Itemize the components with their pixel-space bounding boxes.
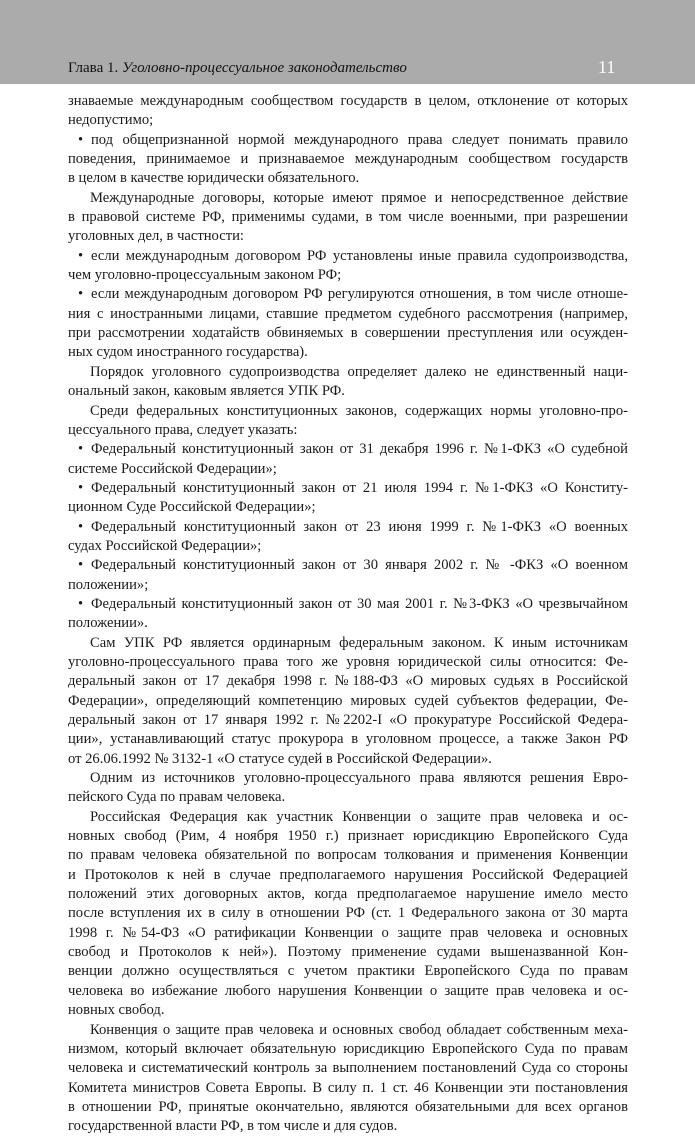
bullet-line bbox=[68, 285, 628, 304]
line-text: Федерации», определяющий компетенцию мировых судей субъектов федерации, Фе- bbox=[68, 692, 628, 709]
line-text: чем уголовно-процессуальным законом РФ; bbox=[68, 267, 342, 284]
line-text: Конвенция о защите прав человека и основных свобод обладает собственным меха- bbox=[90, 1021, 628, 1038]
text-line bbox=[68, 324, 628, 343]
bullet-icon: • bbox=[78, 479, 84, 496]
line-text: свобод и Протоколов к ней»). Поэтому применение судами вышеназванной Кон- bbox=[68, 944, 628, 961]
bullet-line bbox=[68, 440, 628, 459]
page-number: 11 bbox=[598, 57, 616, 77]
line-text: ния с иностранными лицами, ставшие предметом судебного рассмотрения (например, bbox=[68, 305, 628, 322]
line-text: уголовно-процессуального права того же уровня юридической силы относится: Фе- bbox=[68, 653, 628, 670]
paragraph-first-line bbox=[68, 402, 628, 421]
paragraph-last-line bbox=[68, 788, 628, 807]
text-line bbox=[68, 1040, 628, 1059]
line-text: от 26.06.1992 № 3132-1 «О статусе судей в Российской Федерации». bbox=[68, 750, 492, 767]
paragraph-last-line bbox=[68, 1117, 628, 1136]
line-text: положений этих договорных актов, когда предполагаемое нарушение имело место bbox=[68, 886, 628, 903]
line-text: недопустимо; bbox=[68, 112, 154, 129]
paragraph-last-line bbox=[68, 576, 628, 595]
paragraph-last-line bbox=[68, 343, 628, 362]
line-text: новных свобод (Рим, 4 ноября 1950 г.) признает юрисдикцию Европейского Суда bbox=[68, 828, 628, 845]
line-text: судах Российской Федерации»; bbox=[68, 537, 262, 554]
line-text: Одним из источников уголовно-процессуального права являются решения Евро- bbox=[90, 770, 628, 787]
bullet-line bbox=[68, 247, 628, 266]
line-text: уголовных дел, в частности: bbox=[68, 228, 244, 245]
line-text: Федеральный конституционный закон от 21 июля 1994 г. №1-ФКЗ «О Конститу- bbox=[91, 479, 628, 496]
text-line bbox=[68, 1098, 628, 1117]
line-text: по правам человека обязательной по вопросам толкования и применения Конвенции bbox=[68, 847, 628, 864]
paragraph-first-line bbox=[68, 363, 628, 382]
text-line bbox=[68, 827, 628, 846]
text-line bbox=[68, 692, 628, 711]
line-text: если международным договором РФ регулируются отношения, в том числе отноше- bbox=[91, 286, 628, 303]
paragraph-first-line bbox=[68, 634, 628, 653]
line-text: в целом в качестве юридически обязательного. bbox=[68, 170, 360, 187]
line-text: государственной власти РФ, в том числе и для судов. bbox=[68, 1118, 398, 1135]
chapter-subject: Уголовно-процессуальное законодательство bbox=[121, 60, 407, 76]
line-text: ции», устанавливающий статус прокурора в уголовном процессе, а также Закон РФ bbox=[68, 731, 628, 748]
paragraph-last-line bbox=[68, 537, 628, 556]
chapter-number: Глава 1. bbox=[68, 60, 122, 76]
line-text: Среди федеральных конституционных законов, содержащих нормы уголовно-про- bbox=[90, 402, 628, 419]
text-line bbox=[68, 943, 628, 962]
text-line bbox=[68, 962, 628, 981]
text-line bbox=[68, 150, 628, 169]
line-text: пейского Суда по правам человека. bbox=[68, 789, 286, 806]
text-line bbox=[68, 92, 628, 111]
paragraph-first-line bbox=[68, 189, 628, 208]
paragraph-first-line bbox=[68, 1021, 628, 1040]
line-text: Комитета министров Совета Европы. В силу п. 1 ст. 46 Конвенции эти постановления bbox=[68, 1079, 628, 1096]
line-text: ных судом иностранного государства). bbox=[68, 344, 308, 361]
running-header bbox=[0, 0, 695, 84]
line-text: ональный закон, каковым является УПК РФ. bbox=[68, 383, 345, 400]
text-line bbox=[68, 711, 628, 730]
line-text: деральный закон от 17 декабря 1998 г. №188-ФЗ «О мировых судьях в Российской bbox=[68, 673, 628, 690]
bullet-icon: • bbox=[78, 131, 84, 148]
line-text: Федеральный конституционный закон от 23 июня 1999 г. №1-ФКЗ «О военных bbox=[91, 518, 628, 535]
paragraph-first-line bbox=[68, 808, 628, 827]
line-text: человека во избежание любого нарушения Конвенции о защите прав человека и ос- bbox=[68, 982, 628, 999]
bullet-line bbox=[68, 518, 628, 537]
line-text: положении». bbox=[68, 615, 148, 632]
paragraph-last-line bbox=[68, 382, 628, 401]
line-text: Федеральный конституционный закон от 30 января 2002 г. № -ФКЗ «О военном bbox=[91, 557, 628, 574]
line-text: системе Российской Федерации»; bbox=[68, 460, 277, 477]
paragraph-first-line bbox=[68, 769, 628, 788]
bullet-icon: • bbox=[78, 441, 84, 458]
line-text: Федеральный конституционный закон от 31 декабря 1996 г. №1-ФКЗ «О судебной bbox=[91, 441, 628, 458]
bullet-line bbox=[68, 595, 628, 614]
line-text: человека и систематический контроль за выполнением постановлений Суда со стороны bbox=[68, 1060, 628, 1077]
paragraph-last-line bbox=[68, 111, 628, 130]
line-text: под общепризнанной нормой международного права следует понимать правило bbox=[91, 131, 628, 148]
bullet-icon: • bbox=[78, 518, 84, 535]
line-text: в отношении РФ, принятые окончательно, являются обязательными для всех органов bbox=[68, 1098, 628, 1115]
text-line bbox=[68, 982, 628, 1001]
paragraph-last-line bbox=[68, 750, 628, 769]
paragraph-last-line bbox=[68, 169, 628, 188]
text-line bbox=[68, 866, 628, 885]
text-line bbox=[68, 924, 628, 943]
line-text: низмом, который включает обязательную юрисдикцию Европейского Суда по правам bbox=[68, 1040, 628, 1057]
line-text: в правовой системе РФ, применимы судами, в том числе военными, при разрешении bbox=[68, 209, 628, 226]
line-text: Сам УПК РФ является ординарным федеральным законом. К иным источникам bbox=[90, 634, 628, 651]
line-text: 1998 г. №54-ФЗ «О ратификации Конвенции о защите прав человека и основных bbox=[68, 924, 628, 941]
text-line bbox=[68, 846, 628, 865]
line-text: при рассмотрении ходатайств обвиняемых в совершении преступления или осужден- bbox=[68, 325, 628, 342]
line-text: Порядок уголовного судопроизводства определяет далеко не единственный наци- bbox=[90, 363, 628, 380]
line-text: положении»; bbox=[68, 576, 149, 593]
paragraph-last-line bbox=[68, 227, 628, 246]
line-text: после вступления их в силу в отношении РФ (ст. 1 Федерального закона от 30 марта bbox=[68, 905, 628, 922]
text-line bbox=[68, 885, 628, 904]
bullet-line bbox=[68, 131, 628, 150]
bullet-icon: • bbox=[78, 247, 84, 264]
line-text: и Протоколов к ней в случае предполагаемого нарушения Российской Федерацией bbox=[68, 866, 628, 883]
line-text: ционном Суде Российской Федерации»; bbox=[68, 499, 316, 516]
text-line bbox=[68, 1059, 628, 1078]
chapter-title bbox=[68, 60, 407, 77]
line-text: деральный закон от 17 января 1992 г. №2202-I «О прокуратуре Российской Федера- bbox=[68, 712, 628, 728]
bullet-icon: • bbox=[78, 557, 84, 574]
line-text: Российская Федерация как участник Конвенции о защите прав человека и ос- bbox=[90, 808, 628, 825]
line-text: поведения, принимаемое и признаваемое международным сообществом государств bbox=[68, 151, 628, 168]
paragraph-last-line bbox=[68, 266, 628, 285]
text-line bbox=[68, 730, 628, 749]
line-text: Международные договоры, которые имеют прямое и непосредственное действие bbox=[90, 189, 628, 206]
text-line bbox=[68, 1079, 628, 1098]
bullet-line bbox=[68, 479, 628, 498]
paragraph-last-line bbox=[68, 498, 628, 517]
paragraph-last-line bbox=[68, 1001, 628, 1020]
text-line bbox=[68, 305, 628, 324]
line-text: знаваемые международным сообществом государств в целом, отклонение от которых bbox=[68, 93, 628, 109]
line-text: новных свобод. bbox=[68, 1002, 165, 1019]
text-line bbox=[68, 672, 628, 691]
line-text: Федеральный конституционный закон от 30 мая 2001 г. №3-ФКЗ «О чрезвычайном bbox=[91, 595, 628, 612]
bullet-icon: • bbox=[78, 286, 84, 303]
page-body bbox=[68, 92, 628, 1137]
text-line bbox=[68, 904, 628, 923]
bullet-icon: • bbox=[78, 595, 84, 612]
paragraph-last-line bbox=[68, 460, 628, 479]
line-text: цессуального права, следует указать: bbox=[68, 421, 298, 438]
paragraph-last-line bbox=[68, 421, 628, 440]
text-line bbox=[68, 653, 628, 672]
text-line bbox=[68, 208, 628, 227]
paragraph-last-line bbox=[68, 614, 628, 633]
bullet-line bbox=[68, 556, 628, 575]
line-text: венции должно осуществляться с учетом практики Европейского Суда по правам bbox=[68, 963, 628, 980]
line-text: если международным договором РФ установлены иные правила судопроизводства, bbox=[91, 247, 628, 264]
